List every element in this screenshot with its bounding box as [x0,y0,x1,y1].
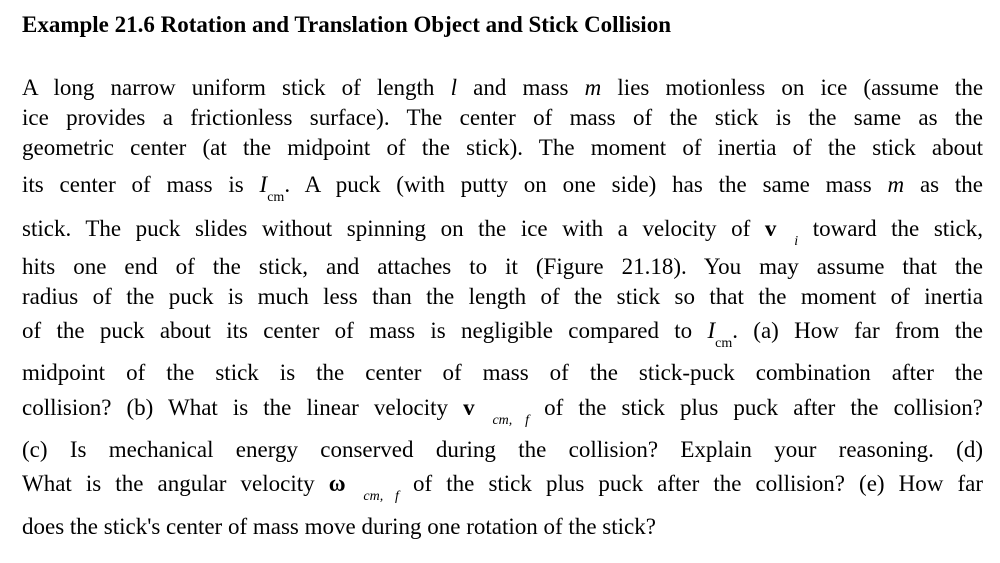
text-run: collision? (b) What is the linear velocity [22,395,448,420]
final-velocity-symbol [463,395,529,428]
text-run: . (a) How far from the [732,318,984,343]
text-run: of the stick plus puck after the collision? (e) How far [413,471,983,496]
paragraph-line: hits one end of the stick, and attaches to it (Figure 21.18). You may assume that the [22,254,983,279]
inertia-letter: I [707,318,716,343]
angular-velocity-symbol [328,471,399,504]
subscript-cm: cm [267,190,285,205]
mass-symbol: m [584,75,602,100]
text-run: and mass [473,75,569,100]
subscript-i: i [794,234,799,249]
paragraph-line [22,394,984,428]
inertia-symbol [259,172,285,205]
example-heading: Example 21.6 Rotation and Translation Object and Stick Collision [22,12,671,37]
paragraph-line [22,215,984,249]
paragraph-line [22,171,984,205]
text-run: . A puck (with putty on one side) has the same mass [284,172,872,197]
paragraph-line [22,470,983,504]
paragraph-line: midpoint of the stick is the center of mass of the stick-puck combination after the [22,360,983,385]
text-run: its center of mass is [22,172,244,197]
text-run: stick. The puck slides without spinning on the ice with a velocity of [22,216,751,241]
text-run: toward the stick, [812,216,984,241]
paragraph-line: radius of the puck is much less than the length of the stick so that the moment of inertia [22,284,983,309]
omega-vector: ω⃗ [328,471,364,496]
paragraph-line [22,74,983,102]
length-symbol: l [450,75,457,100]
text-run: of the stick plus puck after the collision? [544,395,984,420]
text-run: A long narrow uniform stick of length [22,75,435,100]
subscript-cm: cm [715,336,733,351]
paragraph-line: does the stick's center of mass move during one rotation of the stick? [22,514,656,539]
inertia-letter: I [259,172,268,197]
text-run: as the [919,172,984,197]
text-run: What is the angular velocity [22,471,315,496]
velocity-vector: v⃗ [463,395,493,420]
initial-velocity-symbol [764,216,799,249]
mass-symbol: m [887,172,905,197]
subscript-cm-f: cm, f [492,413,529,428]
velocity-vector: v⃗ [764,216,795,241]
inertia-symbol [707,318,733,351]
paragraph-line: (c) Is mechanical energy conserved during the collision? Explain your reasoning. (d) [22,437,983,462]
paragraph-line: ice provides a frictionless surface). The center of mass of the stick is the same as the [22,105,983,130]
paragraph-line [22,317,984,351]
subscript-cm-f: cm, f [363,489,399,504]
text-run: of the puck about its center of mass is negligible compared to [22,318,693,343]
text-run: lies motionless on ice (assume the [617,75,984,100]
paragraph-line: geometric center (at the midpoint of the stick). The moment of inertia of the stick about [22,135,983,160]
